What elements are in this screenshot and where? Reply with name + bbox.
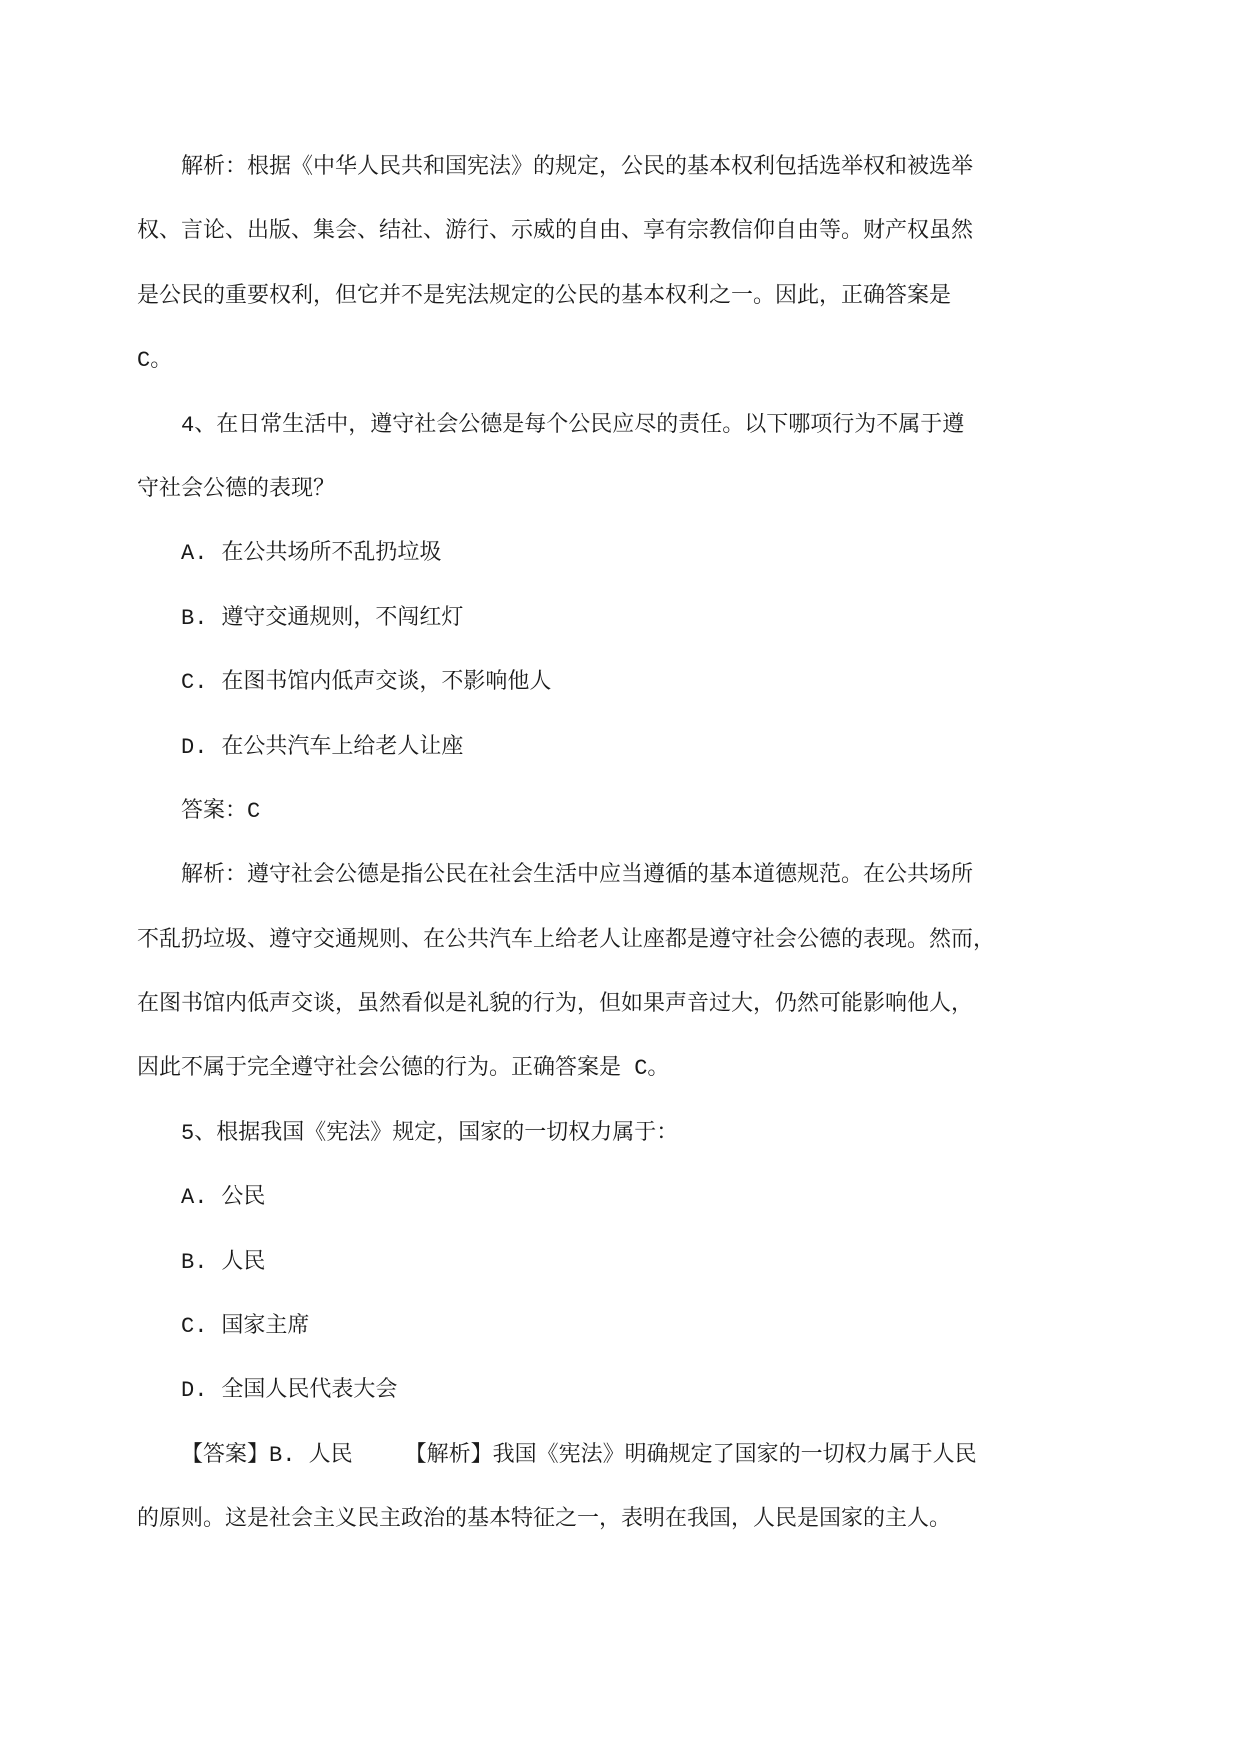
q3-explanation-line-3: 是公民的重要权利，但它并不是宪法规定的公民的基本权利之一。因此，正确答案是 <box>137 283 952 309</box>
q5-option-d-letter: D. <box>181 1378 208 1404</box>
q4-explanation-line-2: 不乱扔垃圾、遵守交通规则、在公共汽车上给老人让座都是遵守社会公德的表现。然而， <box>137 927 996 953</box>
q5-option-c <box>137 1295 1097 1359</box>
q5-option-b-letter: B. <box>181 1249 208 1275</box>
q5-answer: 【答案】B. 人民 <box>181 1442 353 1468</box>
q5-option-d-text: 全国人民代表大会 <box>221 1378 398 1404</box>
q4-option-b-letter: B. <box>181 605 208 631</box>
q4-option-d-text: 在公共汽车上给老人让座 <box>221 734 464 760</box>
q4-explanation-line-3: 在图书馆内低声交谈，虽然看似是礼貌的行为，但如果声音过大，仍然可能影响他人， <box>137 992 974 1018</box>
q4-option-c <box>137 651 1097 715</box>
document-page <box>137 136 1097 1553</box>
q4-option-c-letter: C. <box>181 670 208 696</box>
q5-option-a-text: 公民 <box>221 1185 266 1211</box>
q5-option-c-letter: C. <box>181 1314 208 1340</box>
q4-question-line-1: 4、在日常生活中，遵守社会公德是每个公民应尽的责任。以下哪项行为不属于遵 <box>181 412 965 438</box>
q4-option-b-text: 遵守交通规则，不闯红灯 <box>221 605 464 631</box>
q5-explanation-head: 【解析】我国《宪法》明确规定了国家的一切权力属于人民 <box>404 1442 977 1468</box>
q4-question-line-2: 守社会公德的表现？ <box>137 476 336 502</box>
q5-option-c-text: 国家主席 <box>221 1314 310 1340</box>
q5-option-a-letter: A. <box>181 1185 208 1211</box>
q4-explanation-line-1: 解析：遵守社会公德是指公民在社会生活中应当遵循的基本道德规范。在公共场所 <box>181 863 974 889</box>
q5-option-d <box>137 1359 1097 1423</box>
q5-option-b-text: 人民 <box>221 1249 266 1275</box>
q4-answer: 答案：C <box>181 798 261 824</box>
q5-option-b <box>137 1231 1097 1295</box>
q4-option-a-text: 在公共场所不乱扔垃圾 <box>221 541 442 567</box>
q4-explanation-line-4: 因此不属于完全遵守社会公德的行为。正确答案是 C。 <box>137 1056 670 1082</box>
q5-question: 5、根据我国《宪法》规定，国家的一切权力属于： <box>181 1120 679 1146</box>
q4-option-c-text: 在图书馆内低声交谈，不影响他人 <box>221 670 552 696</box>
q3-explanation-line-2: 权、言论、出版、集会、结社、游行、示威的自由、享有宗教信仰自由等。财产权虽然 <box>137 219 974 245</box>
q5-explanation-tail: 的原则。这是社会主义民主政治的基本特征之一，表明在我国，人民是国家的主人。 <box>137 1507 952 1533</box>
q5-answer-line <box>137 1424 1097 1488</box>
q3-explanation-line-4: C。 <box>137 348 173 374</box>
q4-option-b <box>137 587 1097 651</box>
q4-option-d-letter: D. <box>181 734 208 760</box>
q4-option-d <box>137 716 1097 780</box>
q4-option-a-letter: A. <box>181 541 208 567</box>
q4-option-a <box>137 522 1097 586</box>
q5-option-a <box>137 1166 1097 1230</box>
q3-explanation-line-1: 解析：根据《中华人民共和国宪法》的规定，公民的基本权利包括选举权和被选举 <box>181 155 974 180</box>
